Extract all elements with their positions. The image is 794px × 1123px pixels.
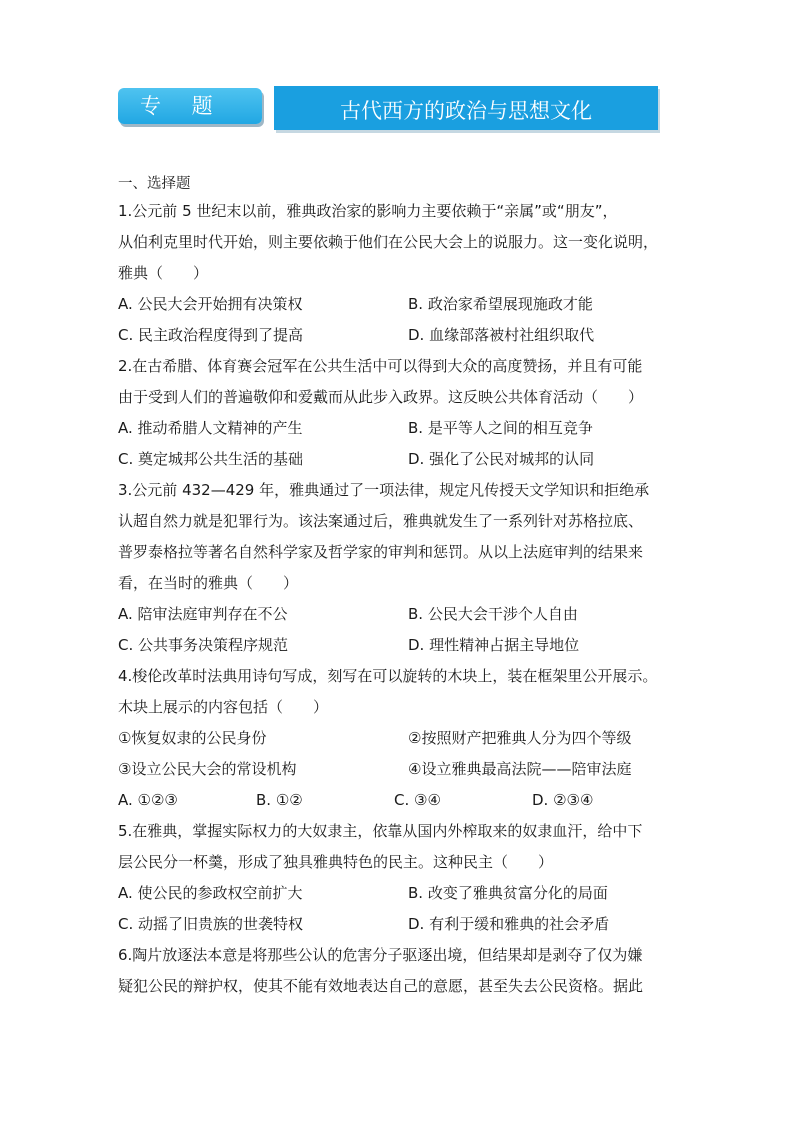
option-d[interactable]: D. 血缘部落被村社组织取代: [408, 326, 595, 344]
option-b[interactable]: B. 政治家希望展现施政才能: [408, 295, 593, 313]
option-c[interactable]: C. 公共事务决策程序规范: [118, 636, 289, 654]
section-title: 一、选择题: [118, 176, 191, 192]
option-d[interactable]: D. 有利于缓和雅典的社会矛盾: [408, 915, 610, 933]
question-text-line: 看，在当时的雅典（ ）: [118, 574, 299, 592]
question-3: [118, 475, 678, 661]
option-c[interactable]: C. 动摇了旧贵族的世袭特权: [118, 915, 304, 933]
question-text-line: 从伯利克里时代开始，则主要依赖于他们在公民大会上的说服力。这一变化说明，: [118, 233, 659, 251]
option-a[interactable]: A. 陪审法庭审判存在不公: [118, 605, 288, 623]
question-1: [118, 196, 678, 351]
option-a[interactable]: A. 公民大会开始拥有决策权: [118, 295, 303, 313]
topic-title: 古代西方的政治与思想文化: [274, 86, 658, 130]
topic-banner: [118, 86, 658, 154]
option-c[interactable]: C. ③④: [394, 791, 441, 809]
option-b[interactable]: B. ①②: [256, 791, 303, 809]
topic-badge: 专 题 八: [118, 88, 262, 124]
option-a[interactable]: A. ①②③: [118, 791, 178, 809]
option-b[interactable]: B. 改变了雅典贫富分化的局面: [408, 884, 608, 902]
option-b[interactable]: B. 公民大会干涉个人自由: [408, 605, 578, 623]
statement-3: ③设立公民大会的常设机构: [118, 760, 297, 778]
question-text-line: 1.公元前 5 世纪末以前，雅典政治家的影响力主要依赖于“亲属”或“朋友”，: [118, 202, 618, 220]
question-text-line: 6.陶片放逐法本意是将那些公认的危害分子驱逐出境，但结果却是剥夺了仅为嫌: [118, 946, 643, 964]
question-text-line: 疑犯公民的辩护权，使其不能有效地表达自己的意愿，甚至失去公民资格。据此: [118, 977, 644, 995]
question-text-line: 2.在古希腊、体育赛会冠军在公共生活中可以得到大众的高度赞扬，并且有可能: [118, 357, 643, 375]
question-4: [118, 661, 678, 816]
statement-1: ①恢复奴隶的公民身份: [118, 729, 267, 747]
option-c[interactable]: C. 民主政治程度得到了提高: [118, 326, 304, 344]
option-d[interactable]: D. 强化了公民对城邦的认同: [408, 450, 595, 468]
option-d[interactable]: D. 理性精神占据主导地位: [408, 636, 580, 654]
question-text-line: 木块上展示的内容包括（ ）: [118, 698, 329, 716]
question-5: [118, 816, 678, 940]
question-text-line: 3.公元前 432—429 年，雅典通过了一项法律，规定凡传授天文学知识和拒绝承: [118, 481, 650, 499]
statement-4: ④设立雅典最高法院——陪审法庭: [408, 760, 632, 778]
option-a[interactable]: A. 使公民的参政权空前扩大: [118, 884, 303, 902]
question-text-line: 雅典（ ）: [118, 264, 209, 282]
option-b[interactable]: B. 是平等人之间的相互竞争: [408, 419, 593, 437]
statement-2: ②按照财产把雅典人分为四个等级: [408, 729, 632, 747]
option-c[interactable]: C. 奠定城邦公共生活的基础: [118, 450, 304, 468]
question-text-line: 认超自然力就是犯罪行为。该法案通过后，雅典就发生了一系列针对苏格拉底、: [118, 512, 644, 530]
question-text-line: 普罗泰格拉等著名自然科学家及哲学家的审判和惩罚。从以上法庭审判的结果来: [118, 543, 644, 561]
question-text-line: 层公民分一杯羹，形成了独具雅典特色的民主。这种民主（ ）: [118, 853, 554, 871]
question-2: [118, 351, 678, 475]
question-text-line: 4.梭伦改革时法典用诗句写成，刻写在可以旋转的木块上，装在框架里公开展示。: [118, 667, 658, 685]
option-a[interactable]: A. 推动希腊人文精神的产生: [118, 419, 303, 437]
question-text-line: 由于受到人们的普遍敬仰和爱戴而从此步入政界。这反映公共体育活动（ ）: [118, 388, 644, 406]
question-6: [118, 940, 678, 1002]
question-list: [118, 172, 678, 1002]
question-text-line: 5.在雅典，掌握实际权力的大奴隶主，依靠从国内外榨取来的奴隶血汗，给中下: [118, 822, 643, 840]
option-d[interactable]: D. ②③④: [532, 791, 594, 809]
